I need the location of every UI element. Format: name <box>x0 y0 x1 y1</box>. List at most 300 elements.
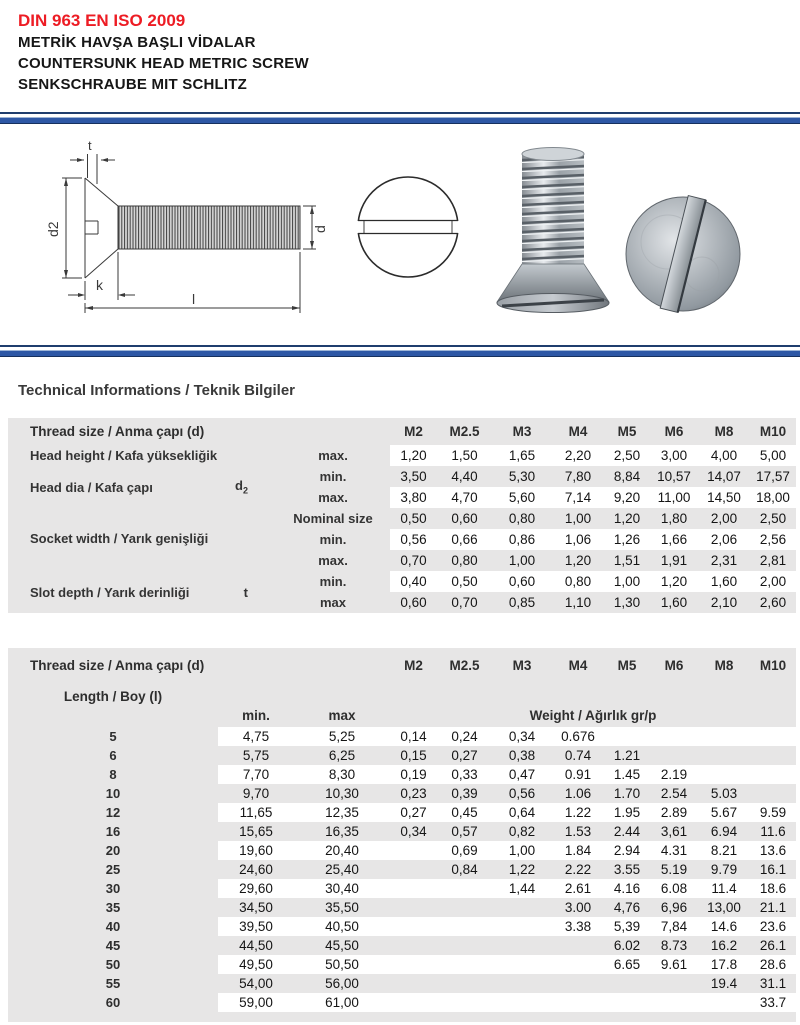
weight-cell: 0,34 <box>492 727 552 746</box>
min-cell: 5,75 <box>242 748 270 763</box>
min-cell: 34,50 <box>239 900 273 915</box>
value-cell: 1,00 <box>564 511 592 526</box>
weight-cell: 0,45 <box>437 803 492 822</box>
value-cell: 5,60 <box>492 487 552 508</box>
weight-table-row <box>8 727 796 746</box>
weight-cell: 2.22 <box>564 862 592 877</box>
size-column-header: M4 <box>568 424 588 439</box>
value-cell: 0,86 <box>492 529 552 550</box>
weight-cell: 0,15 <box>400 748 427 763</box>
weight-table <box>8 648 796 1022</box>
weight-cell: 3.38 <box>552 917 604 936</box>
value-cell: 0,85 <box>508 595 536 610</box>
weight-cell <box>650 746 698 765</box>
spec-sub-label: max. <box>318 553 348 568</box>
weight-cell <box>390 841 437 860</box>
value-cell: 0,50 <box>400 511 427 526</box>
weight-cell: 0.91 <box>552 765 604 784</box>
value-cell: 1,26 <box>604 529 650 550</box>
weight-table-row <box>8 936 796 955</box>
weight-cell: 6.02 <box>613 938 641 953</box>
section-title: Technical Informations / Teknik Bilgiler <box>18 382 296 399</box>
weight-cell: 4,76 <box>613 900 641 915</box>
weight-table-body <box>8 727 796 1012</box>
symbol-d2: $d_2$ <box>235 478 248 496</box>
weight-table-row <box>8 803 796 822</box>
length-cell: 16 <box>105 824 121 839</box>
value-cell: 7,14 <box>552 487 604 508</box>
max-cell: 45,50 <box>325 938 359 953</box>
weight-cell <box>492 898 552 917</box>
value-cell: 2,50 <box>604 445 650 466</box>
weight-cell: 0,64 <box>492 803 552 822</box>
separator-middle <box>0 345 800 357</box>
weight-cell: 0,34 <box>400 824 427 839</box>
value-cell: 0,70 <box>451 595 478 610</box>
size-column-header: M8 <box>714 424 734 439</box>
subtitle-german: SENKSCHRAUBE MIT SCHLITZ <box>18 76 247 93</box>
weight-cell: 0,33 <box>437 765 492 784</box>
weight-cell <box>750 765 796 784</box>
weight-table-row <box>8 860 796 879</box>
weight-cell <box>604 974 650 993</box>
weight-cell <box>650 727 698 746</box>
weight-cell <box>437 974 492 993</box>
value-cell: 2,20 <box>552 445 604 466</box>
weight-cell: 4.16 <box>604 879 650 898</box>
length-cell: 8 <box>109 767 117 782</box>
weight-table-row <box>8 974 796 993</box>
length-cell: 60 <box>105 995 121 1010</box>
dim-label-d2: d2 <box>45 221 61 237</box>
weight-cell: 11.4 <box>698 879 750 898</box>
value-cell: 2,60 <box>759 595 787 610</box>
value-cell: 18,00 <box>750 487 796 508</box>
value-cell: 1,80 <box>660 511 688 526</box>
min-cell: 54,00 <box>239 976 273 991</box>
value-cell: 1,66 <box>650 529 698 550</box>
min-cell: 24,60 <box>239 862 273 877</box>
length-header: Length / Boy (l) <box>63 689 163 704</box>
length-cell: 45 <box>105 938 121 953</box>
weight-cell: 21.1 <box>759 900 787 915</box>
value-cell: 3,80 <box>390 487 437 508</box>
value-cell: 5,30 <box>508 469 536 484</box>
value-cell: 1,51 <box>613 553 641 568</box>
dim-label-t: t <box>88 138 92 153</box>
spec-group-label <box>8 508 276 529</box>
screw-top-view-drawing <box>350 172 466 288</box>
weight-cell: 1.06 <box>564 786 592 801</box>
spec-group-label: Slot depth / Yarık derinliği t <box>30 584 248 600</box>
spec-group-label: Socket width / Yarık genişliği <box>30 531 209 546</box>
spec-sub-label: min. <box>319 574 347 589</box>
weight-cell: 0.676 <box>552 727 604 746</box>
weight-cell <box>492 917 552 936</box>
max-cell: 61,00 <box>294 993 390 1012</box>
weight-cell <box>552 955 604 974</box>
max-cell: 35,50 <box>325 900 359 915</box>
max-header: max <box>328 708 356 723</box>
max-cell: 12,35 <box>294 803 390 822</box>
weight-table-row <box>8 822 796 841</box>
min-header: min. <box>242 708 270 723</box>
weight-cell: 0,14 <box>390 727 437 746</box>
table-bottom-spacer <box>8 1012 796 1022</box>
weight-cell: 0,69 <box>437 841 492 860</box>
weight-cell: 0,57 <box>451 824 478 839</box>
length-cell: 10 <box>105 786 121 801</box>
dim-label-l: l <box>192 291 196 307</box>
value-cell: 0,80 <box>552 571 604 592</box>
spec-sub-label: Nominal size <box>293 511 373 526</box>
value-cell: 2,00 <box>750 571 796 592</box>
spec-group-label: Head dia / Kafa çapı $d_2$ <box>30 478 248 496</box>
header-block <box>18 10 309 95</box>
value-cell: 1,20 <box>564 553 592 568</box>
weight-cell: 8.21 <box>698 841 750 860</box>
min-cell: 11,65 <box>218 803 294 822</box>
value-cell: 0,56 <box>390 529 437 550</box>
value-cell: 8,84 <box>613 469 641 484</box>
weight-cell: 16.2 <box>710 938 738 953</box>
weight-cell: 31.1 <box>759 976 787 991</box>
weight-cell: 5,39 <box>604 917 650 936</box>
max-cell: 8,30 <box>294 765 390 784</box>
weight-cell: 2.89 <box>650 803 698 822</box>
separator-top <box>0 112 800 124</box>
weight-table-row <box>8 841 796 860</box>
size-column-header: M6 <box>664 657 684 673</box>
length-cell: 20 <box>105 843 121 858</box>
weight-cell: 9.61 <box>650 955 698 974</box>
weight-table-row <box>8 898 796 917</box>
weight-cell: 0,56 <box>508 786 536 801</box>
weight-cell: 0,38 <box>508 748 536 763</box>
weight-cell: 28.6 <box>750 955 796 974</box>
screw-side-view-drawing <box>20 138 330 328</box>
screw-photo-side <box>497 148 609 313</box>
weight-cell: 33.7 <box>750 993 796 1012</box>
value-cell: 3,00 <box>650 445 698 466</box>
weight-cell: 2.54 <box>660 786 688 801</box>
weight-cell: 0,84 <box>451 862 478 877</box>
weight-cell: 5.67 <box>698 803 750 822</box>
value-cell: 17,57 <box>756 469 790 484</box>
weight-cell: 2.44 <box>613 824 641 839</box>
weight-cell <box>492 974 552 993</box>
weight-cell: 5.19 <box>660 862 688 877</box>
weight-cell <box>650 974 698 993</box>
spec-table <box>8 418 796 613</box>
spec-row <box>8 466 796 487</box>
weight-cell <box>390 917 437 936</box>
value-cell: 2,31 <box>710 553 738 568</box>
size-column-header: M8 <box>714 657 734 673</box>
value-cell: 0,60 <box>492 571 552 592</box>
weight-subheader-row <box>8 682 796 727</box>
weight-cell <box>437 955 492 974</box>
spec-header-row <box>8 418 796 445</box>
screw-photo <box>480 142 800 328</box>
weight-cell: 17.8 <box>698 955 750 974</box>
weight-header-row <box>8 648 796 682</box>
size-column-header: M4 <box>568 657 588 673</box>
spec-sub-label: max <box>319 595 347 610</box>
value-cell: 1,30 <box>613 595 641 610</box>
min-cell: 29,60 <box>218 879 294 898</box>
value-cell: 0,50 <box>437 571 492 592</box>
value-cell: 2,10 <box>710 595 738 610</box>
weight-header: Weight / Ağırlık gr/p <box>529 708 657 723</box>
weight-cell <box>698 993 750 1012</box>
size-column-header: M3 <box>512 424 532 439</box>
weight-table-row <box>8 993 796 1012</box>
weight-cell: 0,19 <box>390 765 437 784</box>
size-column-header: M2.5 <box>449 657 480 673</box>
min-cell: 19,60 <box>218 841 294 860</box>
max-cell: 30,40 <box>294 879 390 898</box>
value-cell: 1,20 <box>650 571 698 592</box>
weight-cell: 1.45 <box>604 765 650 784</box>
value-cell: 1,20 <box>390 445 437 466</box>
length-cell: 40 <box>105 919 121 934</box>
weight-cell: 3.00 <box>564 900 592 915</box>
value-cell: 4,00 <box>698 445 750 466</box>
value-cell: 0,60 <box>400 595 427 610</box>
weight-cell: 0,23 <box>400 786 427 801</box>
length-cell: 55 <box>105 976 121 991</box>
max-cell: 6,25 <box>328 748 356 763</box>
weight-cell <box>390 860 437 879</box>
value-cell: 0,80 <box>508 511 536 526</box>
weight-table-row <box>8 784 796 803</box>
value-cell: 0,70 <box>400 553 427 568</box>
min-cell: 44,50 <box>239 938 273 953</box>
spec-row <box>8 508 796 529</box>
weight-cell <box>750 727 796 746</box>
value-cell: 1,60 <box>698 571 750 592</box>
value-cell: 0,66 <box>437 529 492 550</box>
weight-cell: 16.1 <box>759 862 787 877</box>
weight-cell: 9.79 <box>710 862 738 877</box>
max-cell: 20,40 <box>294 841 390 860</box>
weight-cell: 1,00 <box>492 841 552 860</box>
value-cell: 14,50 <box>698 487 750 508</box>
weight-cell: 7,84 <box>650 917 698 936</box>
weight-cell <box>698 746 750 765</box>
value-cell: 0,80 <box>451 553 478 568</box>
weight-cell: 13.6 <box>750 841 796 860</box>
value-cell: 1,00 <box>604 571 650 592</box>
spec-row <box>8 529 796 550</box>
weight-cell <box>390 993 437 1012</box>
weight-cell: 2.61 <box>552 879 604 898</box>
value-cell: 1,50 <box>437 445 492 466</box>
weight-cell: 0,39 <box>451 786 478 801</box>
size-column-header: M10 <box>759 424 787 439</box>
weight-table-row <box>8 879 796 898</box>
weight-cell: 3,61 <box>660 824 688 839</box>
value-cell: 1,00 <box>508 553 536 568</box>
weight-cell <box>390 955 437 974</box>
min-cell: 49,50 <box>218 955 294 974</box>
weight-cell <box>390 879 437 898</box>
min-cell: 4,75 <box>218 727 294 746</box>
weight-cell <box>492 993 552 1012</box>
weight-table-row <box>8 746 796 765</box>
value-cell: 2,50 <box>759 511 787 526</box>
weight-cell: 0,27 <box>451 748 478 763</box>
weight-cell: 18.6 <box>750 879 796 898</box>
length-cell: 12 <box>105 805 121 820</box>
length-cell: 6 <box>109 748 117 763</box>
weight-cell: 0,24 <box>437 727 492 746</box>
weight-cell <box>650 993 698 1012</box>
value-cell: 2,56 <box>750 529 796 550</box>
length-cell: 25 <box>105 862 121 877</box>
value-cell: 0,40 <box>390 571 437 592</box>
weight-cell <box>698 765 750 784</box>
spec-sub-label: max. <box>318 448 348 463</box>
value-cell: 9,20 <box>604 487 650 508</box>
weight-cell <box>437 993 492 1012</box>
weight-cell: 0,47 <box>492 765 552 784</box>
value-cell: 2,00 <box>710 511 738 526</box>
value-cell: 2,06 <box>698 529 750 550</box>
dim-label-d: d <box>312 225 328 233</box>
weight-cell: 1,22 <box>508 862 536 877</box>
screw-photo-head <box>626 196 740 313</box>
min-cell: 7,70 <box>218 765 294 784</box>
max-cell: 56,00 <box>325 976 359 991</box>
weight-cell: 0,82 <box>508 824 536 839</box>
weight-cell: 5.03 <box>710 786 738 801</box>
weight-cell: 4.31 <box>650 841 698 860</box>
min-cell: 15,65 <box>239 824 273 839</box>
weight-cell: 1.95 <box>604 803 650 822</box>
weight-cell: 3.55 <box>613 862 641 877</box>
weight-cell <box>492 955 552 974</box>
weight-cell <box>698 727 750 746</box>
weight-cell <box>437 879 492 898</box>
weight-cell: 2.19 <box>650 765 698 784</box>
weight-cell: 0.74 <box>564 748 592 763</box>
weight-cell: 6,96 <box>660 900 688 915</box>
weight-cell <box>604 727 650 746</box>
weight-cell: 23.6 <box>750 917 796 936</box>
weight-cell: 2.94 <box>604 841 650 860</box>
size-column-header: M3 <box>512 657 532 673</box>
value-cell: 0,60 <box>451 511 478 526</box>
value-cell: 1,20 <box>613 511 641 526</box>
weight-cell: 1.84 <box>552 841 604 860</box>
max-cell: 40,50 <box>294 917 390 936</box>
max-cell: 5,25 <box>294 727 390 746</box>
weight-cell <box>437 917 492 936</box>
length-cell: 35 <box>105 900 121 915</box>
weight-cell: 13,00 <box>707 900 741 915</box>
weight-table-row <box>8 917 796 936</box>
length-cell: 50 <box>105 957 121 972</box>
min-cell: 59,00 <box>218 993 294 1012</box>
size-column-header: M2.5 <box>449 424 480 439</box>
weight-table-row <box>8 955 796 974</box>
value-cell: 5,00 <box>750 445 796 466</box>
weight-cell <box>604 993 650 1012</box>
subtitle-turkish: METRİK HAVŞA BAŞLI VİDALAR <box>18 34 256 51</box>
length-cell: 5 <box>109 729 117 744</box>
weight-cell <box>390 898 437 917</box>
thread-size-header: Thread size / Anma çapı (d) <box>30 424 205 439</box>
value-cell: 1,10 <box>564 595 592 610</box>
weight-table-row <box>8 765 796 784</box>
value-cell: 4,40 <box>451 469 478 484</box>
standard-title: DIN 963 EN ISO 2009 <box>18 11 186 30</box>
weight-cell <box>437 898 492 917</box>
min-cell: 9,70 <box>242 786 270 801</box>
weight-cell: 0,27 <box>390 803 437 822</box>
symbol-t: t <box>243 584 248 600</box>
value-cell: 1,60 <box>660 595 688 610</box>
spec-group-label: Head height / Kafa yüksekliğik <box>30 448 218 463</box>
weight-cell: 6.94 <box>710 824 738 839</box>
weight-cell: 1,44 <box>492 879 552 898</box>
size-column-header: M6 <box>664 424 684 439</box>
spec-sub-label: min. <box>319 469 347 484</box>
value-cell: 1,65 <box>492 445 552 466</box>
length-cell: 30 <box>105 881 121 896</box>
dim-label-k: k <box>96 277 103 293</box>
size-column-header: M2 <box>404 657 423 673</box>
weight-cell <box>750 746 796 765</box>
value-cell: 14,07 <box>707 469 741 484</box>
spec-sub-label: max. <box>318 490 348 505</box>
weight-cell: 19.4 <box>710 976 738 991</box>
value-cell: 4,70 <box>437 487 492 508</box>
max-cell: 16,35 <box>325 824 359 839</box>
max-cell: 10,30 <box>325 786 359 801</box>
value-cell: 11,00 <box>650 487 698 508</box>
weight-cell <box>552 936 604 955</box>
size-column-header: M5 <box>617 424 637 439</box>
size-column-header: M5 <box>617 657 637 673</box>
value-cell: 7,80 <box>564 469 592 484</box>
weight-cell: 26.1 <box>759 938 787 953</box>
value-cell: 3,50 <box>400 469 427 484</box>
weight-cell: 1.70 <box>613 786 641 801</box>
size-column-header: M2 <box>404 424 423 439</box>
weight-cell: 1.21 <box>613 748 641 763</box>
weight-cell <box>750 784 796 803</box>
max-cell: 50,50 <box>294 955 390 974</box>
weight-cell: 6.08 <box>650 879 698 898</box>
weight-cell <box>492 936 552 955</box>
weight-cell <box>552 993 604 1012</box>
weight-cell: 1.22 <box>552 803 604 822</box>
weight-cell: 14.6 <box>698 917 750 936</box>
value-cell: 10,57 <box>657 469 691 484</box>
weight-cell <box>390 936 437 955</box>
weight-cell: 6.65 <box>604 955 650 974</box>
value-cell: 1,91 <box>660 553 688 568</box>
weight-cell: 9.59 <box>750 803 796 822</box>
spec-row <box>8 571 796 592</box>
weight-cell: 1.53 <box>564 824 592 839</box>
spec-sub-label: min. <box>319 532 347 547</box>
min-cell: 39,50 <box>218 917 294 936</box>
weight-cell: 8.73 <box>660 938 688 953</box>
